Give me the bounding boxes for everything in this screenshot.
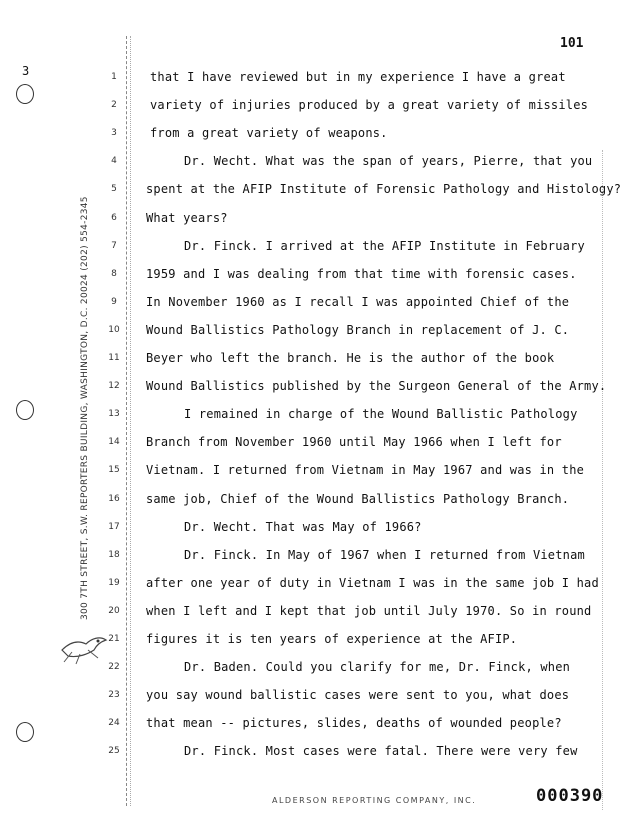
- transcript-line: that I have reviewed but in my experience I have a great: [150, 70, 566, 84]
- line-number: 23: [108, 690, 120, 701]
- transcript-line: Dr. Wecht. That was May of 1966?: [184, 519, 422, 534]
- transcript-line: figures it is ten years of experience at the AFIP.: [146, 632, 518, 646]
- line-number: 1: [111, 72, 117, 82]
- line-number: 6: [111, 212, 117, 223]
- line-number: 20: [108, 605, 120, 616]
- transcript-line: What years?: [146, 210, 228, 225]
- transcript-line: that mean -- pictures, slides, deaths of wounded people?: [146, 716, 562, 731]
- line-number: 7: [111, 240, 117, 251]
- line-number: 10: [108, 324, 120, 335]
- left-margin-rule-secondary: [130, 36, 131, 806]
- line-number: 15: [108, 465, 120, 476]
- transcript-line: I remained in charge of the Wound Ballistic Pathology: [184, 407, 578, 422]
- line-number: 4: [111, 156, 117, 167]
- transcript-line: when I left and I kept that job until July 1970. So in round: [146, 603, 592, 618]
- side-marker-number: 3: [22, 64, 30, 78]
- transcript-line: Vietnam. I returned from Vietnam in May 1967 and was in the: [146, 463, 585, 478]
- page-number: 101: [560, 36, 584, 51]
- line-number: 22: [108, 662, 120, 673]
- transcript-line: Dr. Finck. Most cases were fatal. There were very few: [184, 744, 578, 759]
- line-number: 12: [108, 381, 120, 392]
- transcript-line: Dr. Wecht. What was the span of years, Pierre, that you: [184, 154, 593, 169]
- line-number: 19: [108, 577, 120, 588]
- transcript-line: Branch from November 1960 until May 1966 when I left for: [146, 435, 562, 450]
- transcript-line: Wound Ballistics published by the Surgeon General of the Army.: [146, 379, 607, 394]
- bird-stamp-icon: [58, 628, 108, 668]
- line-number: 18: [108, 549, 120, 560]
- line-number: 8: [111, 268, 117, 279]
- transcript-line: 1959 and I was dealing from that time with forensic cases.: [146, 266, 577, 281]
- punch-hole-middle: [16, 400, 34, 420]
- transcript-line: In November 1960 as I recall I was appointed Chief of the: [146, 294, 570, 309]
- line-number: 13: [108, 409, 120, 420]
- line-number: 25: [108, 746, 120, 757]
- line-number: 2: [111, 100, 117, 111]
- left-margin-rule: [126, 36, 127, 806]
- transcript-line: same job, Chief of the Wound Ballistics Pathology Branch.: [146, 491, 570, 506]
- transcript-line: Dr. Baden. Could you clarify for me, Dr. Finck, when: [184, 660, 571, 675]
- transcript-line: from a great variety of weapons.: [150, 126, 388, 141]
- line-number: 17: [108, 521, 120, 532]
- transcript-line: Beyer who left the branch. He is the author of the book: [146, 351, 555, 365]
- transcript-line: Dr. Finck. In May of 1967 when I returned from Vietnam: [184, 547, 585, 562]
- transcript-line: Dr. Finck. I arrived at the AFIP Institute in February: [184, 238, 585, 253]
- line-number: 11: [108, 353, 120, 363]
- punch-hole-bottom: [16, 722, 34, 742]
- transcript-line: after one year of duty in Vietnam I was in the same job I had: [146, 575, 599, 590]
- transcript-line: you say wound ballistic cases were sent to you, what does: [146, 688, 570, 703]
- footer-company-name: ALDERSON REPORTING COMPANY, INC.: [272, 796, 477, 805]
- line-number: 21: [108, 634, 120, 644]
- line-number: 14: [108, 437, 120, 448]
- transcript-line: Wound Ballistics Pathology Branch in replacement of J. C.: [146, 322, 570, 337]
- footer-document-number: 000390: [536, 786, 604, 806]
- line-number: 9: [111, 296, 117, 307]
- line-number: 5: [111, 184, 117, 195]
- transcript-line: spent at the AFIP Institute of Forensic Pathology and Histology?: [146, 182, 622, 197]
- line-number: 24: [108, 718, 120, 729]
- line-number: 3: [111, 128, 117, 139]
- reporter-address-margin-text: 300 7TH STREET, S.W. REPORTERS BUILDING, WASHINGTON, D.C. 20024 (202) 554-2345: [80, 196, 90, 620]
- right-margin-rule: [602, 150, 603, 810]
- transcript-line: variety of injuries produced by a great variety of missiles: [150, 98, 589, 113]
- line-number: 16: [108, 493, 120, 504]
- punch-hole-top: [16, 84, 34, 104]
